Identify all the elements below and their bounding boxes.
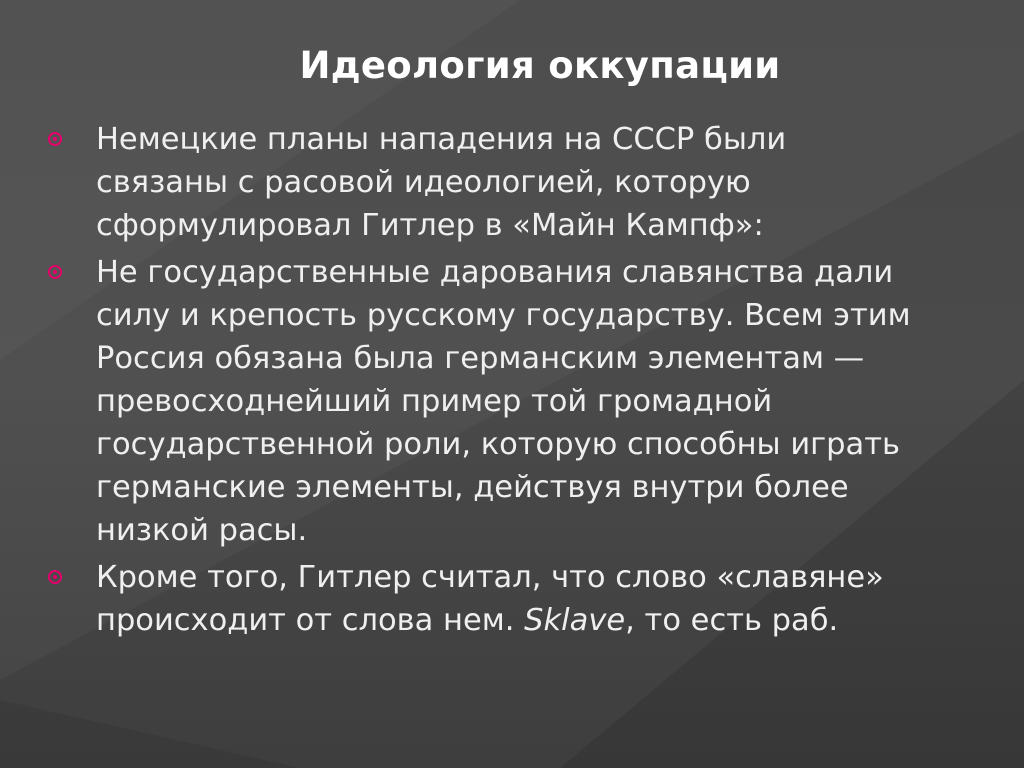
italic-word: Sklave — [524, 603, 626, 638]
text-line: государственной роли, которую способны играть — [96, 427, 900, 462]
text-line — [96, 599, 998, 642]
text-line: превосходнейший пример той громадной — [96, 384, 773, 419]
text-line: силу и крепость русскому государству. Всем этим — [96, 298, 911, 333]
text-line: германские элементы, действуя внутри более — [96, 470, 849, 505]
circle-dot-icon — [48, 570, 62, 584]
bullet-item — [48, 118, 998, 247]
text-segment: происходит от слова нем. — [96, 603, 525, 638]
bullet-item — [48, 251, 998, 552]
circle-dot-icon — [48, 132, 62, 146]
text-line: связаны с расовой идеологией, которую — [96, 165, 751, 200]
text-line: Немецкие планы нападения на СССР были — [96, 122, 787, 157]
text-line: Кроме того, Гитлер считал, что слово «славяне» — [96, 560, 884, 595]
bullet-item — [48, 556, 998, 642]
bullet-text — [96, 118, 998, 247]
text-line: низкой расы. — [96, 513, 308, 548]
bullet-list — [48, 118, 998, 646]
bullet-text — [96, 251, 998, 552]
bullet-text — [96, 556, 998, 642]
text-segment: , то есть раб. — [625, 603, 839, 638]
text-line: сформулировал Гитлер в «Майн Кампф»: — [96, 208, 764, 243]
circle-dot-icon — [48, 265, 62, 279]
slide-title: Идеология оккупации — [299, 44, 781, 87]
text-line: Россия обязана была германским элементам — — [96, 341, 865, 376]
text-line: Не государственные дарования славянства дали — [96, 255, 894, 290]
